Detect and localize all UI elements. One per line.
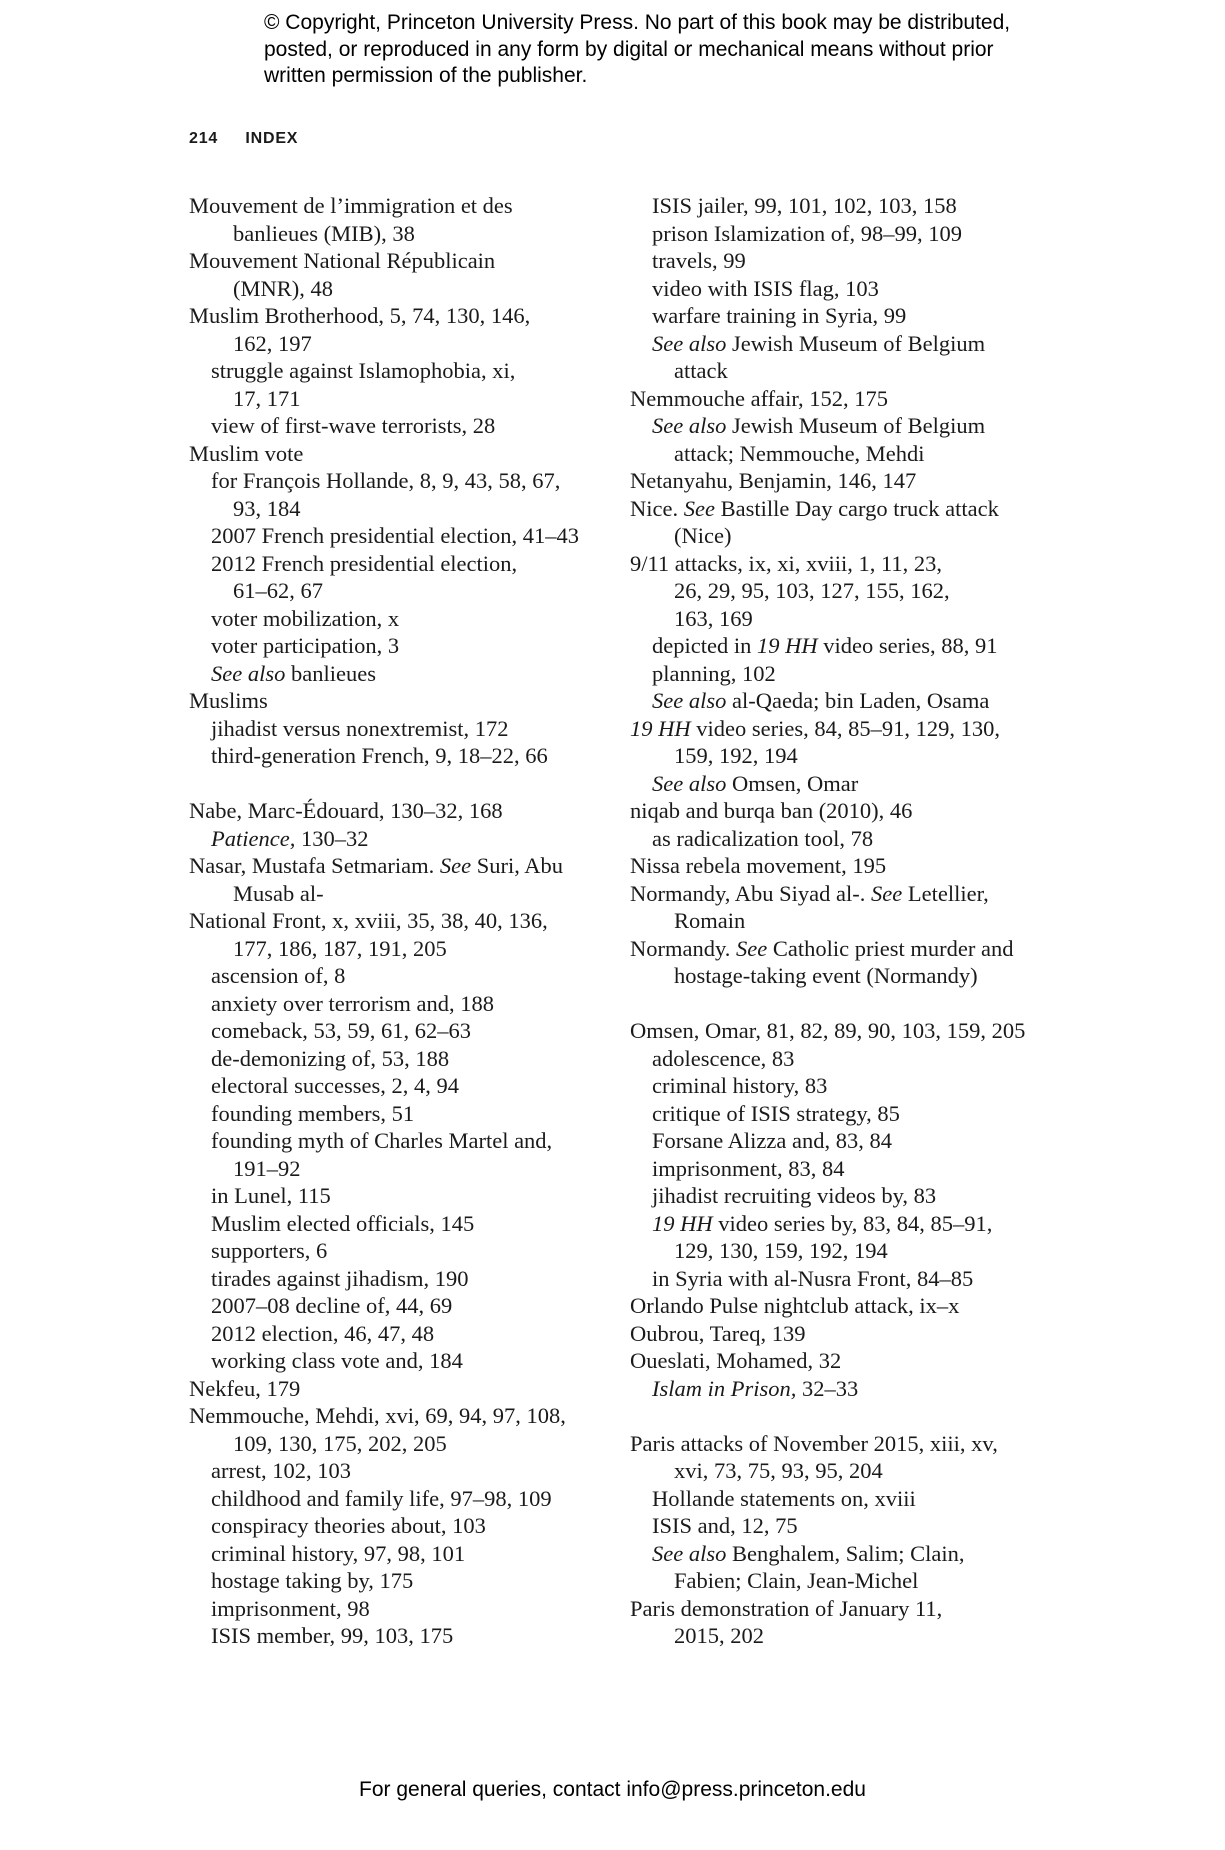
index-subentry [189,1292,619,1320]
entry-text: attack; Nemmouche, Mehdi [674,440,925,466]
entry-text: Normandy, Abu Siyad al-. [630,880,872,906]
entry-text: 129, 130, 159, 192, 194 [674,1238,888,1263]
index-subentry [630,192,1070,220]
entry-text: Benghalem, Salim; Clain, [726,1540,965,1566]
index-entry [189,1402,619,1430]
entry-text: tirades against jihadism, 190 [211,1265,469,1291]
entry-text: criminal history, 83 [652,1073,828,1098]
entry-text: Mouvement National Républicain [189,248,496,273]
index-continuation [630,1622,1070,1650]
index-subentry [630,412,1070,440]
entry-text: 2012 French presidential election, [211,550,518,576]
index-subentry [630,1485,1070,1513]
index-entry [630,1292,1070,1320]
entry-text: video series, 84, 85–91, 129, 130, [690,715,1000,741]
italic-text: See also [652,770,727,796]
index-subentry [189,660,619,688]
entry-text: 2007 French presidential election, 41–43 [211,523,580,548]
index-subentry [189,1127,619,1155]
index-subentry [189,632,619,660]
entry-text: 9/11 attacks, ix, xi, xviii, 1, 11, 23, [630,550,943,576]
index-subentry [189,1622,619,1650]
entry-text: comeback, 53, 59, 61, 62–63 [211,1018,471,1043]
index-subentry [189,412,619,440]
index-continuation [630,1237,1070,1265]
entry-text: ascension of, 8 [211,963,346,988]
index-entry [630,467,1070,495]
entry-text: childhood and family life, 97–98, 109 [211,1485,552,1511]
index-subentry [630,275,1070,303]
entry-text: Jewish Museum of Belgium [726,413,986,438]
entry-text: Paris attacks of November 2015, xiii, xv, [630,1430,998,1456]
italic-text: 19 HH [652,1210,713,1236]
entry-text: view of first-wave terrorists, 28 [211,413,496,438]
index-subentry [189,1045,619,1073]
index-entry [189,1375,619,1403]
entry-text: Jewish Museum of Belgium [726,330,986,356]
italic-text: 19 HH [630,715,691,741]
index-subentry [630,1072,1070,1100]
index-continuation [189,1430,619,1458]
index-entry [630,715,1070,743]
entry-text: for François Hollande, 8, 9, 43, 58, 67, [211,468,561,493]
index-subentry [189,1347,619,1375]
index-subentry [630,1127,1070,1155]
entry-text: banlieues [285,660,376,686]
entry-text: electoral successes, 2, 4, 94 [211,1073,460,1098]
entry-text: ISIS member, 99, 103, 175 [211,1623,454,1648]
index-subentry [189,1320,619,1348]
entry-text: 177, 186, 187, 191, 205 [233,935,447,961]
index-continuation [630,577,1070,605]
index-continuation [189,220,619,248]
entry-text: Romain [674,908,746,933]
entry-text: arrest, 102, 103 [211,1458,351,1483]
index-subentry [630,1210,1070,1238]
italic-text: See also [652,1540,727,1566]
entry-text: travels, 99 [652,248,746,273]
entry-text: 162, 197 [233,330,312,356]
entry-text: video series, 88, 91 [817,633,998,658]
index-continuation [189,935,619,963]
entry-text: Nasar, Mustafa Setmariam. [189,853,440,878]
index-subentry [630,770,1070,798]
entry-gap [630,1402,1070,1430]
entry-text: supporters, 6 [211,1238,328,1263]
entry-text: Muslim elected officials, 145 [211,1210,475,1236]
index-subentry [189,1457,619,1485]
entry-text: voter mobilization, x [211,605,400,631]
entry-text: 191–92 [233,1155,301,1181]
entry-text: niqab and burqa ban (2010), 46 [630,798,913,823]
entry-gap [630,990,1070,1018]
entry-text: Letellier, [902,880,989,906]
entry-text: depicted in [652,633,757,658]
italic-text: See [736,935,768,961]
entry-text: struggle against Islamophobia, xi, [211,358,516,383]
index-subentry [630,1182,1070,1210]
running-head [189,130,298,148]
entry-text: voter participation, 3 [211,633,400,658]
entry-text: Nemmouche, Mehdi, xvi, 69, 94, 97, 108, [189,1403,566,1428]
index-continuation [189,330,619,358]
index-subentry [189,1512,619,1540]
index-continuation [630,522,1070,550]
entry-text: banlieues (MIB), 38 [233,220,415,246]
entry-text: Nekfeu, 179 [189,1375,301,1401]
entry-text: ISIS and, 12, 75 [652,1513,798,1538]
index-subentry [189,1237,619,1265]
italic-text: See also [652,413,727,438]
entry-text: Netanyahu, Benjamin, 146, 147 [630,468,917,493]
entry-text: Muslim vote [189,440,304,466]
italic-text: See also [652,688,727,713]
entry-text: 130–32 [295,825,369,851]
entry-text: prison Islamization of, 98–99, 109 [652,220,962,246]
entry-text: 93, 184 [233,495,301,521]
index-column-left [189,192,619,1650]
entry-text: hostage taking by, 175 [211,1568,414,1593]
entry-text: Muslim Brotherhood, 5, 74, 130, 146, [189,303,531,328]
entry-text: Musab al- [233,880,324,906]
entry-text: video series by, 83, 84, 85–91, [712,1210,993,1236]
entry-text: 109, 130, 175, 202, 205 [233,1430,447,1456]
index-continuation [189,385,619,413]
entry-text: (Nice) [674,523,732,548]
index-subentry [189,825,619,853]
index-subentry [630,1045,1070,1073]
entry-text: National Front, x, xviii, 35, 38, 40, 136, [189,908,548,933]
index-subentry [189,742,619,770]
index-continuation [189,577,619,605]
page-number: 214 [189,130,219,147]
entry-text: working class vote and, 184 [211,1348,463,1373]
index-entry [189,797,619,825]
index-entry [630,1347,1070,1375]
entry-text: Nissa rebela movement, 195 [630,853,887,878]
entry-text: Nabe, Marc-Édouard, 130–32, 168 [189,798,503,823]
italic-text: Patience, [211,825,296,851]
index-entry [189,852,619,880]
index-entry [189,192,619,220]
index-continuation [630,962,1070,990]
entry-text: Orlando Pulse nightclub attack, ix–x [630,1293,960,1318]
entry-text: Paris demonstration of January 11, [630,1595,943,1621]
entry-text: Fabien; Clain, Jean-Michel [674,1568,919,1593]
index-subentry [189,550,619,578]
entry-text: 61–62, 67 [233,578,323,603]
entry-text: jihadist versus nonextremist, 172 [211,715,509,741]
index-subentry [189,1182,619,1210]
index-subentry [630,825,1070,853]
entry-text: third-generation French, 9, 18–22, 66 [211,743,548,768]
index-entry [630,495,1070,523]
index-continuation [630,440,1070,468]
entry-text: Hollande statements on, xviii [652,1485,916,1511]
entry-text: as radicalization tool, 78 [652,825,874,851]
index-entry [189,247,619,275]
entry-text: Oueslati, Mohamed, 32 [630,1348,842,1373]
index-subentry [189,1210,619,1238]
index-continuation [189,275,619,303]
section-title: INDEX [245,130,299,147]
entry-text: Normandy. [630,935,737,961]
entry-text: founding myth of Charles Martel and, [211,1128,553,1153]
entry-text: hostage-taking event (Normandy) [674,963,978,988]
entry-text: Oubrou, Tareq, 139 [630,1320,806,1346]
index-subentry [630,1375,1070,1403]
index-subentry [189,1072,619,1100]
index-subentry [630,687,1070,715]
entry-text: attack [674,358,728,383]
index-entry [189,440,619,468]
index-entry [189,302,619,330]
index-subentry [189,467,619,495]
index-continuation [189,495,619,523]
entry-text: founding members, 51 [211,1100,415,1126]
entry-text: warfare training in Syria, 99 [652,303,907,328]
index-entry [630,1595,1070,1623]
index-continuation [630,1457,1070,1485]
entry-text: 17, 171 [233,385,301,411]
index-subentry [630,1540,1070,1568]
index-subentry [630,1100,1070,1128]
entry-text: 2015, 202 [674,1623,764,1648]
entry-text: Bastille Day cargo truck attack [714,495,999,521]
entry-text: Nice. [630,495,684,521]
entry-text: imprisonment, 98 [211,1595,370,1621]
italic-text: See [439,853,472,878]
entry-text: xvi, 73, 75, 93, 95, 204 [674,1458,883,1483]
entry-text: jihadist recruiting videos by, 83 [652,1183,937,1208]
index-subentry [189,962,619,990]
index-subentry [189,522,619,550]
index-subentry [189,1100,619,1128]
entry-text: (MNR), 48 [233,275,333,301]
entry-text: Omsen, Omar, 81, 82, 89, 90, 103, 159, 205 [630,1018,1026,1043]
entry-text: Muslims [189,688,268,713]
index-entry [630,1017,1070,1045]
index-entry [630,550,1070,578]
entry-text: al-Qaeda; bin Laden, Osama [726,688,990,713]
entry-text: 26, 29, 95, 103, 127, 155, 162, [674,578,950,603]
index-subentry [630,660,1070,688]
entry-text: Suri, Abu [471,853,564,878]
index-subentry [189,1485,619,1513]
italic-text: See [683,495,715,521]
index-subentry [189,990,619,1018]
index-entry [189,907,619,935]
entry-text: criminal history, 97, 98, 101 [211,1540,466,1566]
index-continuation [630,605,1070,633]
entry-gap [189,770,619,798]
entry-text: de-demonizing of, 53, 188 [211,1045,450,1071]
index-continuation [630,1567,1070,1595]
index-subentry [189,1567,619,1595]
index-subentry [630,632,1070,660]
italic-text: See also [211,660,286,686]
entry-text: in Lunel, 115 [211,1183,331,1208]
index-subentry [189,1540,619,1568]
index-subentry [630,302,1070,330]
entry-text: Catholic priest murder and [767,935,1014,961]
index-subentry [189,1017,619,1045]
index-subentry [630,1512,1070,1540]
index-subentry [189,1595,619,1623]
entry-text: Nemmouche affair, 152, 175 [630,385,888,411]
index-subentry [189,1265,619,1293]
entry-text: critique of ISIS strategy, 85 [652,1100,900,1126]
entry-text: Mouvement de l’immigration et des [189,193,513,218]
entry-text: in Syria with al-Nusra Front, 84–85 [652,1265,974,1291]
entry-text: Omsen, Omar [726,770,859,796]
entry-text: adolescence, 83 [652,1045,795,1071]
italic-text: Islam in Prison, [652,1375,797,1401]
index-subentry [189,715,619,743]
index-entry [630,935,1070,963]
index-subentry [630,1155,1070,1183]
entry-text: planning, 102 [652,660,776,686]
italic-text: See also [652,330,727,356]
entry-text: 32–33 [796,1375,859,1401]
index-subentry [630,220,1070,248]
entry-text: imprisonment, 83, 84 [652,1155,845,1181]
index-entry [189,687,619,715]
index-continuation [630,907,1070,935]
entry-text: conspiracy theories about, 103 [211,1513,486,1538]
entry-text: anxiety over terrorism and, 188 [211,990,495,1016]
index-continuation [189,880,619,908]
entry-text: Forsane Alizza and, 83, 84 [652,1128,892,1153]
italic-text: 19 HH [756,633,818,658]
index-continuation [189,1155,619,1183]
index-subentry [630,1265,1070,1293]
index-continuation [630,742,1070,770]
italic-text: See [871,880,903,906]
entry-text: 2012 election, 46, 47, 48 [211,1320,435,1346]
index-entry [630,385,1070,413]
copyright-notice: © Copyright, Princeton University Press. No part of this book may be distributed, posted, or reproduced in any form by digital or mechanical means without prior written permission of the publisher. [264,11,1011,87]
entry-text: ISIS jailer, 99, 101, 102, 103, 158 [652,193,957,218]
entry-text: 159, 192, 194 [674,743,798,768]
entry-text: 163, 169 [674,605,753,631]
index-entry [630,880,1070,908]
entry-text: video with ISIS flag, 103 [652,275,879,301]
index-entry [630,852,1070,880]
index-subentry [630,330,1070,358]
index-continuation [630,357,1070,385]
index-subentry [189,357,619,385]
index-entry [630,1430,1070,1458]
entry-text: 2007–08 decline of, 44, 69 [211,1293,453,1318]
index-entry [630,797,1070,825]
index-subentry [630,247,1070,275]
index-column-right [630,192,1070,1650]
index-subentry [189,605,619,633]
index-entry [630,1320,1070,1348]
footer-contact: For general queries, contact info@press.princeton.edu [359,1778,866,1801]
